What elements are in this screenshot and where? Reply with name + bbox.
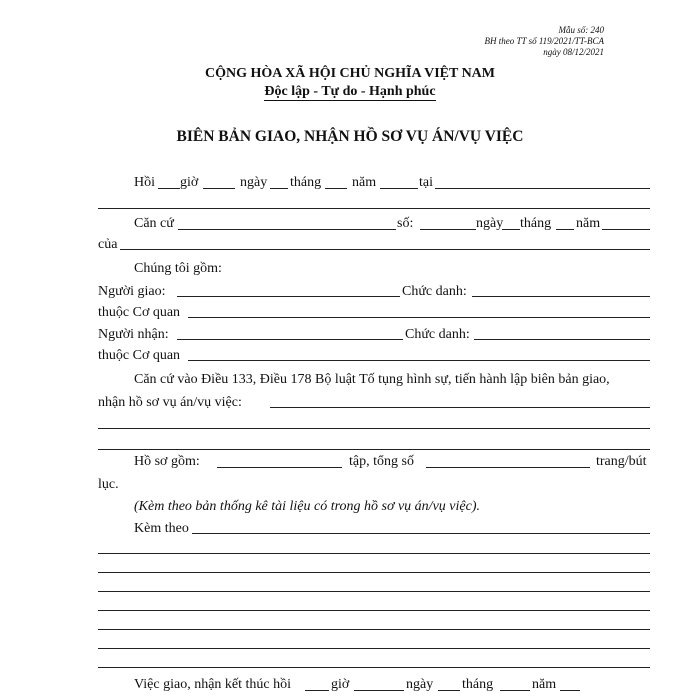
field-basis-day[interactable]: [502, 229, 520, 230]
label-thang: tháng: [290, 175, 322, 190]
field-pages[interactable]: [426, 467, 590, 468]
label-receiver-agency: thuộc Cơ quan: [98, 348, 181, 363]
label-receiver: Người nhận:: [98, 327, 169, 342]
label-kem-theo: Kèm theo: [134, 521, 189, 536]
form-code-block: [484, 25, 604, 58]
field-end-day[interactable]: [438, 690, 460, 691]
field-attachments-line-6[interactable]: [98, 629, 650, 630]
field-receiver-name[interactable]: [177, 339, 403, 340]
nation-heading: CỘNG HÒA XÃ HỘI CHỦ NGHĨA VIỆT NAM: [204, 66, 495, 81]
label-end-thang: tháng: [462, 677, 494, 692]
field-giver-name[interactable]: [177, 296, 400, 297]
label-giver-agency: thuộc Cơ quan: [98, 305, 181, 320]
motto-heading: [0, 84, 700, 100]
motto-text: Độc lập - Tự do - Hạnh phúc: [264, 84, 436, 99]
field-basis-document[interactable]: [178, 229, 396, 230]
field-case-line-3[interactable]: [98, 449, 650, 450]
field-basis-year[interactable]: [602, 229, 650, 230]
field-attachments-line-2[interactable]: [98, 553, 650, 554]
label-ho-so-gom: Hồ sơ gồm:: [134, 454, 200, 469]
label-end-nam: năm: [532, 677, 557, 692]
label-tap: tập, tổng số: [349, 454, 414, 469]
field-end-hour[interactable]: [305, 690, 329, 691]
field-basis-issuer[interactable]: [120, 249, 650, 250]
field-attachments[interactable]: [192, 533, 650, 534]
field-attachments-line-7[interactable]: [98, 648, 650, 649]
form-code-number: Mẫu số: 240: [558, 25, 604, 35]
dossier-note: (Kèm theo bản thống kê tài liệu có trong hồ sơ vụ án/vụ việc).: [134, 499, 480, 514]
field-basis-number[interactable]: [420, 229, 476, 230]
form-code-circular: BH theo TT số 119/2021/TT-BCA: [484, 36, 604, 46]
field-place-continued[interactable]: [98, 208, 650, 209]
label-basis-thang: tháng: [520, 216, 552, 231]
field-basis-month[interactable]: [556, 229, 574, 230]
label-basis-ngay: ngày: [476, 216, 504, 231]
label-receiver-title: Chức danh:: [405, 327, 470, 342]
label-ngay: ngày: [240, 175, 268, 190]
label-nam: năm: [352, 175, 377, 190]
field-attachments-line-3[interactable]: [98, 572, 650, 573]
field-hour[interactable]: [158, 188, 180, 189]
field-month[interactable]: [325, 188, 347, 189]
field-case-line-2[interactable]: [98, 428, 650, 429]
label-trang-but: trang/bút: [596, 454, 647, 469]
field-year[interactable]: [380, 188, 418, 189]
field-day[interactable]: [270, 188, 288, 189]
field-end-year[interactable]: [560, 690, 580, 691]
field-minute[interactable]: [203, 188, 235, 189]
field-receiver-title[interactable]: [474, 339, 650, 340]
field-attachments-line-8[interactable]: [98, 667, 650, 668]
legal-basis-line2: nhận hồ sơ vụ án/vụ việc:: [98, 395, 242, 410]
field-end-minute[interactable]: [354, 690, 404, 691]
legal-basis-line1: Căn cứ vào Điều 133, Điều 178 Bộ luật Tố tụng hình sự, tiến hành lập biên bản giao,: [134, 372, 610, 387]
field-giver-agency[interactable]: [188, 317, 650, 318]
field-attachments-line-5[interactable]: [98, 610, 650, 611]
field-end-month[interactable]: [500, 690, 530, 691]
label-can-cu: Căn cứ: [134, 216, 174, 231]
label-giver-title: Chức danh:: [402, 284, 467, 299]
label-end-ngay: ngày: [406, 677, 434, 692]
participants-intro: Chúng tôi gồm:: [134, 261, 222, 276]
ending-text: Việc giao, nhận kết thúc hồi: [134, 677, 292, 692]
label-luc: lục.: [98, 477, 119, 492]
document-title: BIÊN BẢN GIAO, NHẬN HỒ SƠ VỤ ÁN/VỤ VIỆC: [176, 128, 524, 145]
label-basis-nam: năm: [576, 216, 601, 231]
field-case-name[interactable]: [270, 407, 650, 408]
field-place[interactable]: [435, 188, 650, 189]
label-gio: giờ: [180, 175, 199, 190]
label-tai: tại: [419, 175, 433, 190]
label-end-gio: giờ: [331, 677, 350, 692]
form-code-date: ngày 08/12/2021: [543, 47, 604, 57]
field-attachments-line-4[interactable]: [98, 591, 650, 592]
label-hoi: Hồi: [134, 175, 155, 190]
field-volumes[interactable]: [217, 467, 342, 468]
label-cua: của: [98, 237, 118, 252]
field-giver-title[interactable]: [472, 296, 650, 297]
label-so: số:: [397, 216, 414, 231]
field-receiver-agency[interactable]: [188, 360, 650, 361]
label-giver: Người giao:: [98, 284, 166, 299]
